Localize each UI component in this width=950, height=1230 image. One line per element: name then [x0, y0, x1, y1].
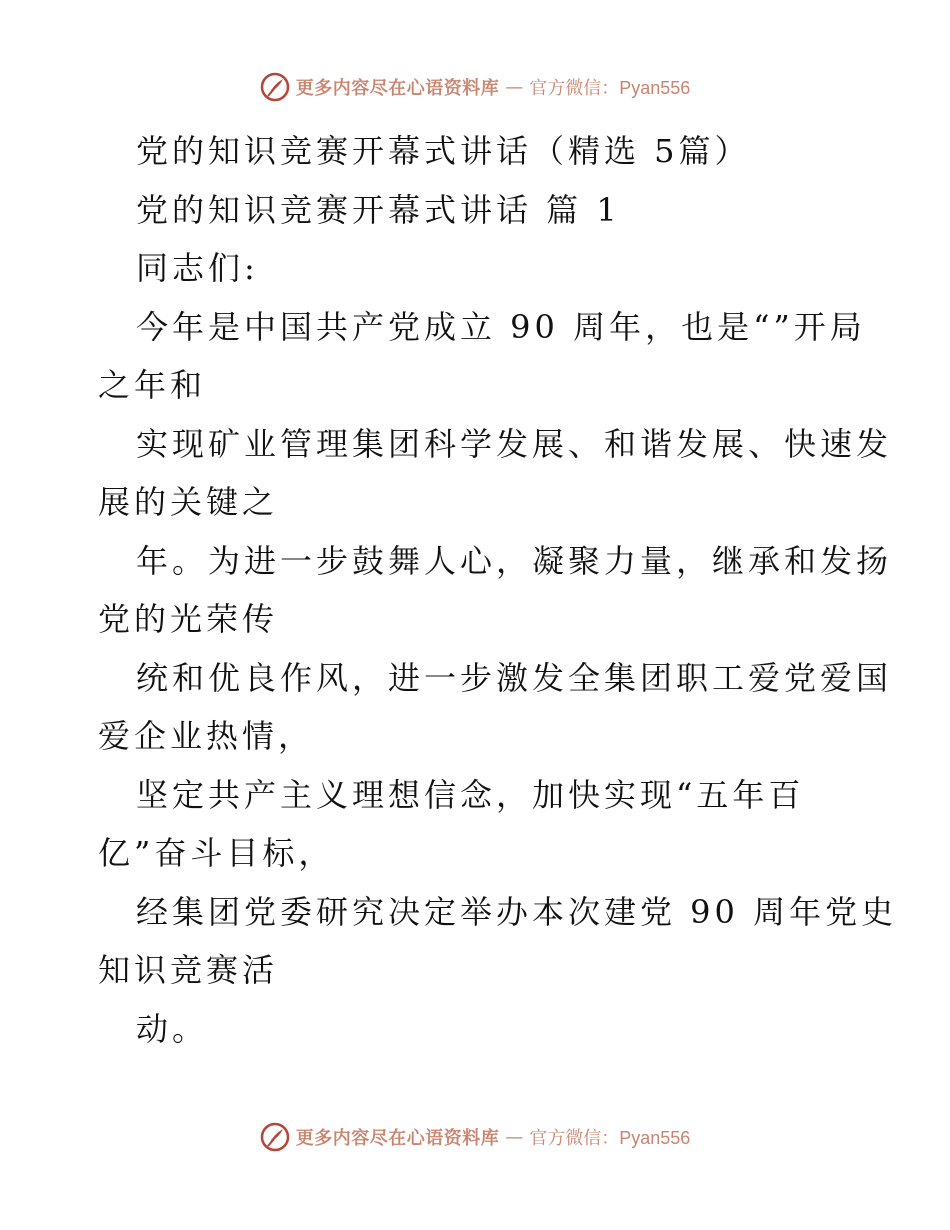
watermark-brand: 更多内容尽在心语资料库	[295, 1128, 500, 1149]
document-body	[98, 122, 898, 1058]
doc-line: 年。为进一步鼓舞人心，凝聚力量，继承和发扬	[136, 541, 893, 580]
doc-line: 之年和	[98, 366, 207, 404]
doc-line: 今年是中国共产党成立 90 周年，也是“”开局	[136, 307, 866, 346]
watermark-brand: 更多内容尽在心语资料库	[295, 78, 500, 99]
feather-logo-icon	[260, 1122, 290, 1152]
doc-line: 知识竞赛活	[98, 951, 279, 989]
watermark-separator: —	[505, 76, 524, 98]
header-watermark	[0, 72, 950, 102]
doc-line: 实现矿业管理集团科学发展、和谐发展、快速发	[136, 424, 893, 463]
doc-title: 党的知识竞赛开幕式讲话（精选 5篇）	[136, 132, 751, 170]
doc-line: 亿”奋斗目标，	[98, 834, 335, 872]
doc-line: 统和优良作风，进一步激发全集团职工爱党爱国	[136, 658, 893, 697]
doc-subtitle: 党的知识竞赛开幕式讲话 篇 1	[136, 190, 621, 229]
doc-line: 党的光荣传	[98, 600, 279, 638]
watermark-contact: 官方微信：Pyan556	[529, 1128, 691, 1148]
doc-line: 动。	[136, 1009, 209, 1048]
doc-line: 经集团党委研究决定举办本次建党 90 周年党史	[136, 892, 898, 931]
watermark-separator: —	[505, 1126, 524, 1148]
feather-logo-icon	[260, 72, 290, 102]
doc-line: 爱企业热情，	[98, 717, 315, 755]
watermark-contact: 官方微信：Pyan556	[529, 78, 691, 98]
doc-line: 展的关键之	[98, 483, 279, 521]
footer-watermark	[0, 1122, 950, 1152]
doc-greeting: 同志们:	[136, 249, 259, 287]
doc-line: 坚定共产主义理想信念，加快实现“五年百	[136, 775, 805, 814]
